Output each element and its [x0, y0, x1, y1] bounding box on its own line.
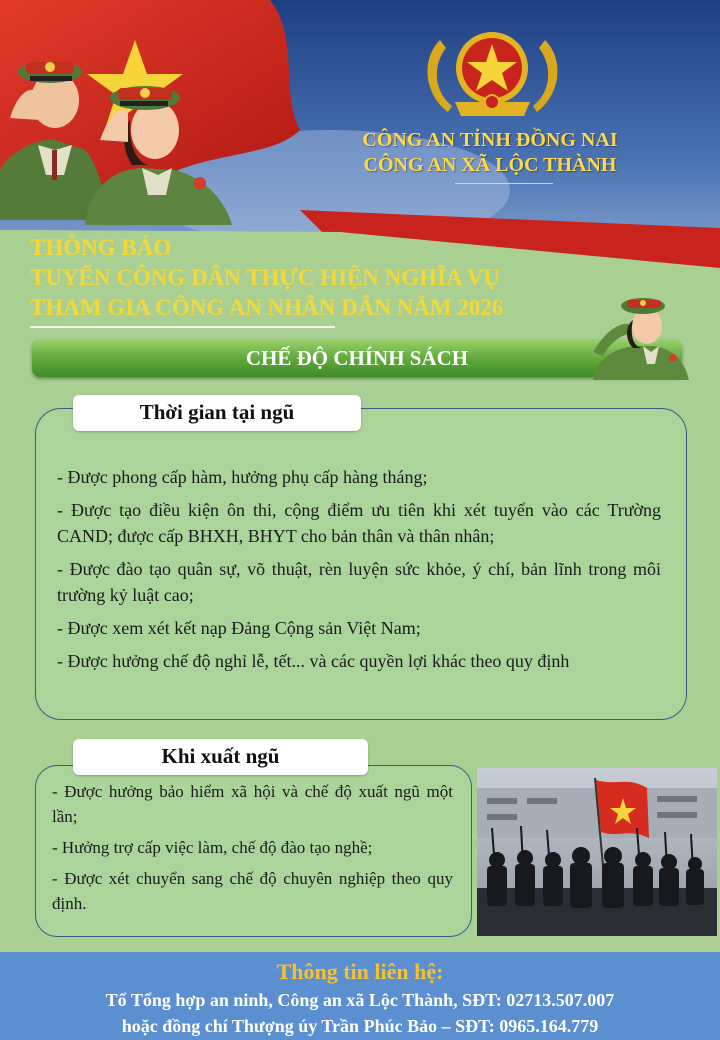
- list-item: - Được xem xét kết nạp Đảng Cộng sản Việt Nam;: [57, 618, 421, 638]
- announcement-line-2: TUYỂN CÔNG DÂN THỰC HIỆN NGHĨA VỤ: [30, 265, 500, 290]
- service-benefits-list: [57, 464, 661, 681]
- parade-photo: [477, 768, 717, 936]
- title-divider: [30, 326, 335, 328]
- list-item: - Được tạo điều kiện ôn thi, cộng điểm ưu tiên khi xét tuyển vào các Trường CAND; được cấp BHXH, BHYT cho bản thân và thân nhân;: [57, 500, 661, 546]
- contact-footer: [0, 952, 720, 1040]
- list-item: - Được đào tạo quân sự, võ thuật, rèn luyện sức khỏe, ý chí, bản lĩnh trong môi trường kỷ luật cao;: [57, 559, 661, 605]
- list-item: - Được hưởng bảo hiểm xã hội và chế độ xuất ngũ một lần;: [52, 782, 453, 826]
- discharge-heading: Khi xuất ngũ: [73, 739, 368, 775]
- announcement-line-1: THÔNG BÁO: [30, 235, 172, 260]
- org-line-province: CÔNG AN TỈNH ĐỒNG NAI: [362, 129, 618, 151]
- org-line-commune: CÔNG AN XÃ LỘC THÀNH: [363, 154, 617, 176]
- discharge-benefits-list: [52, 779, 453, 922]
- service-heading: Thời gian tại ngũ: [73, 395, 361, 431]
- contact-line-2: hoặc đồng chí Thượng úy Trần Phúc Bảo – SĐT: 0965.164.779: [121, 1016, 599, 1036]
- list-item: - Được hưởng chế độ nghỉ lễ, tết... và các quyền lợi khác theo quy định: [57, 651, 570, 671]
- saluting-officer-figure: [585, 288, 695, 380]
- list-item: - Hưởng trợ cấp việc làm, chế độ đào tạo nghề;: [52, 838, 373, 857]
- org-divider: [455, 183, 553, 184]
- organization-name: [340, 128, 640, 178]
- contact-title: Thông tin liên hệ:: [276, 959, 444, 984]
- contact-line-1: Tổ Tổng hợp an ninh, Công an xã Lộc Thành, SĐT: 02713.507.007: [105, 990, 615, 1010]
- announcement-title: [30, 233, 590, 323]
- announcement-line-3: THAM GIA CÔNG AN NHÂN DÂN NĂM 2026: [30, 295, 504, 320]
- policy-banner: CHẾ ĐỘ CHÍNH SÁCH: [32, 339, 682, 377]
- list-item: - Được xét chuyển sang chế độ chuyên nghiệp theo quy định.: [52, 869, 453, 913]
- list-item: - Được phong cấp hàm, hưởng phụ cấp hàng tháng;: [57, 467, 428, 487]
